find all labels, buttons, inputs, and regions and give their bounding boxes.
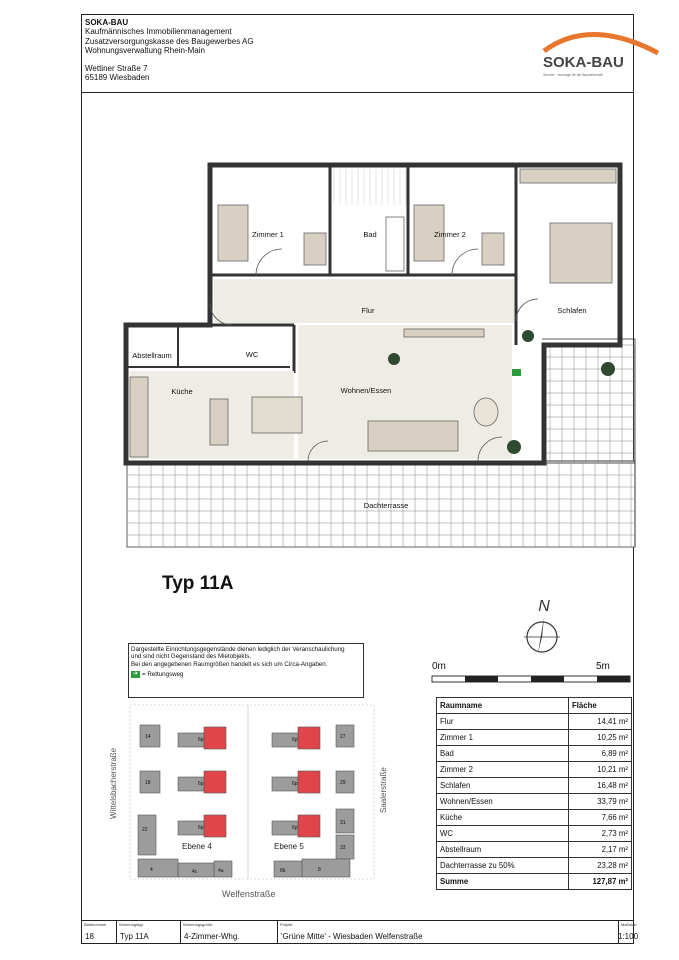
desk-zimmer1: [304, 233, 326, 265]
legend-label: = Rettungsweg: [142, 670, 184, 678]
room-label-kueche: Küche: [171, 387, 193, 396]
building: [138, 815, 156, 855]
area-table-row: [437, 826, 632, 842]
footer-cell-scale: [618, 921, 639, 944]
area-table-row: [437, 778, 632, 794]
floor-plan: [122, 145, 602, 565]
street-bottom: Welfenstraße: [222, 889, 276, 899]
area-table-row: [437, 746, 632, 762]
building-number: 14: [145, 734, 151, 740]
project-name: 'Grüne Mitte' - Wiesbaden Welfenstraße: [281, 932, 423, 941]
unit-label: 6p: [198, 737, 204, 743]
building-number: 4c: [192, 869, 198, 875]
room-name-cell: Schlafen: [437, 778, 569, 794]
scale-start: 0m: [432, 661, 446, 672]
address-line: 65189 Wiesbaden: [85, 73, 150, 83]
footer: [82, 920, 639, 944]
room-label-wc: WC: [245, 350, 259, 359]
disclaimer-box: [128, 643, 364, 698]
footer-caption: Blattnummer: [84, 922, 107, 927]
room-area-cell: 10,21 m²: [569, 762, 632, 778]
area-table-header: [437, 698, 632, 714]
area-table-row: [437, 714, 632, 730]
address-line: Zusatzversorgungskasse des Baugewerbes AG: [85, 36, 254, 46]
bed-zimmer1: [218, 205, 248, 261]
room-name-cell: WC: [437, 826, 569, 842]
sheet-number: 18: [85, 932, 94, 941]
north-label: N: [538, 598, 550, 615]
room-label-schlafen: Schlafen: [557, 306, 587, 315]
room-area-cell: 16,48 m²: [569, 778, 632, 794]
street-right: Saalerstraße: [379, 767, 388, 813]
col-raumname: Raumname: [437, 698, 569, 714]
building: [302, 859, 350, 877]
address-line: Wohnungsverwaltung Rhein-Main: [85, 45, 205, 55]
footer-cell-type: [117, 921, 181, 944]
drawing-scale: 1:100: [618, 932, 639, 941]
unit-label: 6p: [292, 825, 298, 831]
room-name-cell: Dachterrasse zu 50%: [437, 858, 569, 874]
room-label-flur: Flur: [361, 306, 375, 315]
company-address: [85, 18, 254, 83]
room-name-cell: Zimmer 2: [437, 762, 569, 778]
building-number: 27: [340, 734, 346, 740]
room-name-cell: Summe: [437, 874, 569, 890]
area-table-row: [437, 842, 632, 858]
sofa: [368, 421, 458, 451]
address-line: Wettiner Straße 7: [85, 64, 148, 74]
document-frame: [81, 14, 639, 944]
room-name-cell: Bad: [437, 746, 569, 762]
area-table-row: [437, 810, 632, 826]
room-label-zimmer1: Zimmer 1: [252, 230, 284, 239]
room-area-cell: 14,41 m²: [569, 714, 632, 730]
logo-arc: [544, 34, 658, 53]
highlighted-unit: [204, 727, 226, 749]
unit-label: 6p: [198, 781, 204, 787]
footer-cell-project: [278, 921, 619, 944]
footer-cell-size: [181, 921, 278, 944]
site-plan: [109, 701, 392, 901]
unit-label: 6p: [292, 781, 298, 787]
logo-tagline: Service · Vorsorge für die Bauwirtschaft: [543, 73, 603, 77]
scale-ticks: [432, 674, 632, 686]
armchair: [474, 398, 498, 426]
highlighted-unit: [298, 815, 320, 837]
col-flaeche: Fläche: [569, 698, 632, 714]
footer-caption: Projekt: [280, 922, 293, 927]
footer-caption: Wohnungsgröße: [183, 922, 213, 927]
highlighted-unit: [204, 815, 226, 837]
building-number: 22: [142, 827, 148, 833]
area-table-row: [437, 730, 632, 746]
kitchen-island: [210, 399, 228, 445]
room-area-cell: 2,73 m²: [569, 826, 632, 842]
north-compass: [514, 593, 574, 663]
disclaimer-line: Dargestellte Einrichtungsgegenstände dienen lediglich der Veranschaulichung: [131, 646, 345, 653]
room-area-cell: 23,28 m²: [569, 858, 632, 874]
address-line: Kaufmännisches Immobilienmanagement: [85, 27, 232, 37]
room-name-cell: Küche: [437, 810, 569, 826]
footer-caption: Maßstab: [621, 922, 637, 927]
room-area-cell: 7,66 m²: [569, 810, 632, 826]
rettungsweg-sign: [512, 369, 521, 376]
building-number: 8b: [280, 868, 286, 874]
tv-shelf: [404, 329, 484, 337]
room-label-abstellraum: Abstellraum: [132, 351, 172, 360]
company-name: SOKA-BAU: [85, 18, 129, 27]
room-area-cell: 2,17 m²: [569, 842, 632, 858]
building-number: 33: [340, 845, 346, 851]
unit-label: 6p: [198, 825, 204, 831]
unit-label: 6p: [292, 737, 298, 743]
room-name-cell: Flur: [437, 714, 569, 730]
room-label-zimmer2: Zimmer 2: [434, 230, 466, 239]
legend-rettungsweg: [131, 671, 361, 678]
level-label-4: Ebene 4: [182, 842, 212, 851]
apartment-type: Typ 11A: [120, 932, 149, 941]
area-table: [436, 697, 632, 890]
building: [138, 859, 178, 877]
room-label-dachterrasse: Dachterrasse: [363, 501, 409, 510]
area-table-row: [437, 858, 632, 874]
highlighted-unit: [298, 727, 320, 749]
building: [274, 861, 302, 877]
disclaimer-line: und sind nicht Gegenstand des Mietobjekts.: [131, 653, 252, 661]
apartment-size: 4-Zimmer-Whg.: [184, 932, 240, 941]
highlighted-unit: [204, 771, 226, 793]
desk-zimmer2: [482, 233, 504, 265]
building-number: 8: [318, 867, 321, 873]
area-table-row: [437, 762, 632, 778]
soka-bau-logo: [540, 23, 660, 83]
footer-caption: Wohnungstyp: [119, 922, 144, 927]
wardrobe-schlafen: [520, 169, 616, 183]
room-area-cell: 127,87 m²: [569, 874, 632, 890]
room-area-cell: 6,89 m²: [569, 746, 632, 762]
double-bed: [550, 223, 612, 283]
room-area-cell: 33,79 m²: [569, 794, 632, 810]
building-number: 18: [145, 780, 151, 786]
exit-arrow-icon: ➔: [132, 671, 139, 678]
spacer: [85, 55, 254, 64]
disclaimer-line: Bei den angegebenen Raumgrößen handelt es sich um Circa-Angaben.: [131, 660, 328, 668]
building-number: 29: [340, 780, 346, 786]
scale-end: 5m: [596, 661, 610, 672]
room-label-bad: Bad: [363, 230, 377, 239]
building-number: 4a: [218, 868, 224, 874]
room-name-cell: Wohnen/Essen: [437, 794, 569, 810]
building-number: 4: [150, 867, 153, 873]
level-label-5: Ebene 5: [274, 842, 304, 851]
header: [82, 15, 633, 93]
highlighted-unit: [298, 771, 320, 793]
area-table-row: [437, 794, 632, 810]
street-left: Wittelsbacherstraße: [109, 747, 118, 819]
room-name-cell: Zimmer 1: [437, 730, 569, 746]
room-area-cell: 10,25 m²: [569, 730, 632, 746]
area-table-sum-row: [437, 874, 632, 890]
room-name-cell: Abstellraum: [437, 842, 569, 858]
kitchen-counter: [130, 377, 148, 457]
room-label-wohnen: Wohnen/Essen: [340, 386, 392, 395]
logo-text: SOKA-BAU: [543, 54, 624, 71]
building-number: 31: [340, 820, 346, 826]
apartment-title: Typ 11A: [162, 573, 234, 594]
dining-table: [252, 397, 302, 433]
footer-cell-sheet: [82, 921, 117, 944]
bathtub: [386, 217, 404, 271]
